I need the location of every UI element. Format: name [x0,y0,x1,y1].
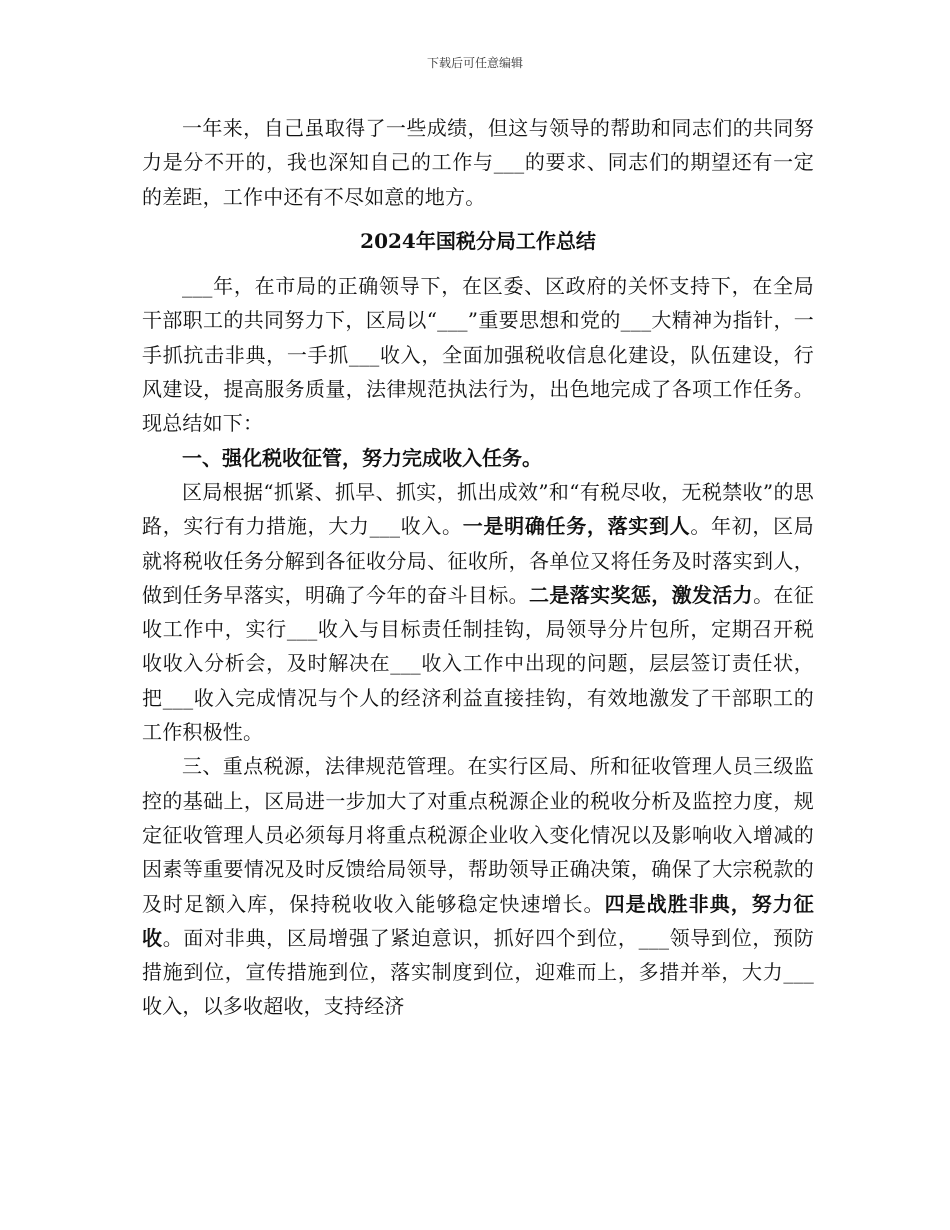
summary-paragraph: ___年，在市局的正确领导下，在区委、区政府的关怀支持下，在全局干部职工的共同努力下，区局以“___”重要思想和党的___大精神为指针，一手抓抗击非典，一手抓___收入，全面加强税收信息化建设，队伍建设，行风建设，提高服务质量，法律规范执法行为，出色地完成了各项工作任务。现总结如下： [142,274,814,436]
paragraph-text: 。在征收工作中，实行___收入与目标责任制挂钩，局领导分片包所，定期召开税收收入分析会，及时解决在___收入工作中出现的问题，层层签订责任状，把___收入完成情况与个人的经济利益直接挂钩，有效地激发了干部职工的工作积极性。 [142,582,814,745]
section-heading-1: 一、强化税收征管，努力完成收入任务。 [182,445,542,470]
page-header: 下载后可任意编辑 [426,56,523,70]
bold-point-4: 四是战胜非典，努力征收 [142,891,815,950]
paragraph-text: 。面对非典，区局增强了紧迫意识，抓好四个到位，___领导到位，预防措施到位，宣传措施到位，落实制度到位，迎难而上，多措并举，大力___收入，以多收超收，支持经济 [142,925,815,1019]
key-tax-source-paragraph [142,749,814,1023]
paragraph-text: 三、重点税源，法律规范管理。在实行区局、所和征收管理人员三级监控的基础上，区局进一步加大了对重点税源企业的税收分析及监控力度，规定征收管理人员必须每月将重点税源企业收入变化情况以及影响收入增减的因素等重要情况及时反馈给局领导，帮助领导正确决策，确保了大宗税款的及时足额入库，保持税收收入能够稳定快速增长。 [142,754,814,916]
intro-paragraph: 一年来，自己虽取得了一些成绩，但这与领导的帮助和同志们的共同努力是分不开的，我也深知自己的工作与___的要求、同志们的期望还有一定的差距，工作中还有不尽如意的地方。 [142,116,814,209]
paragraph-text: 区局根据“抓紧、抓早、抓实，抓出成效”和“有税尽收，无税禁收”的思路，实行有力措施，大力___收入。 [142,479,814,539]
bold-point-1: 一是明确任务，落实到人 [462,514,691,539]
tax-collection-paragraph [142,475,814,749]
document-title: 2024年国税分局工作总结 [360,228,596,253]
paragraph-text: 。年初，区局就将税收任务分解到各征收分局、征收所，各单位又将任务及时落实到人，做到任务早落实，明确了今年的奋斗目标。 [142,514,814,607]
bold-point-2: 二是落实奖惩，激发活力 [529,582,754,607]
document-body [142,111,814,1024]
